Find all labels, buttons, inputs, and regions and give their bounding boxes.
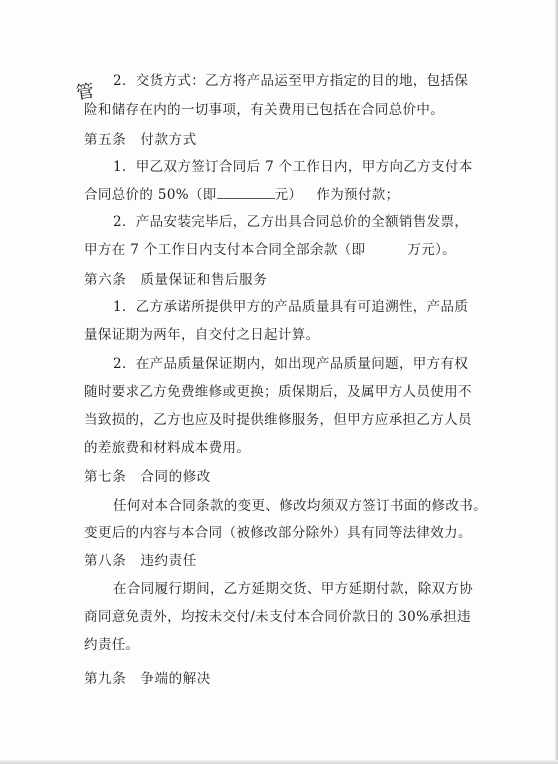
text-segment: 甲方在 7 个工作日内支付本合同全部余款（即 bbox=[84, 242, 366, 258]
clause-5-item-1-line-2 bbox=[84, 186, 399, 204]
clause-8-line-1: 在合同履行期间，乙方延期交货、甲方延期付款，除双方协 bbox=[113, 581, 474, 597]
text-segment: 元） bbox=[274, 187, 303, 203]
clause-6-item-1-line-2: 量保证期为两年，自交付之日起计算。 bbox=[84, 327, 320, 343]
clause-8-line-3: 约责任。 bbox=[84, 637, 140, 653]
clause-6-item-2-line-1: 2．在产品质量保证期内，如出现产品质量问题，甲方有权 bbox=[113, 356, 469, 372]
clause-9-heading: 第九条 争端的解决 bbox=[84, 671, 211, 687]
clause-7-line-1: 任何对本合同条款的变更、修改均须双方签订书面的修改书。 bbox=[113, 498, 487, 514]
text-segment: 合同总价的 50%（即 bbox=[84, 187, 217, 203]
clause-4-item-2-line-1: 2．交货方式：乙方将产品运至甲方指定的目的地，包括保 bbox=[113, 73, 469, 89]
clause-6-item-1-line-1: 1．乙方承诺所提供甲方的产品质量具有可追溯性，产品质 bbox=[113, 299, 469, 315]
clause-7-heading: 第七条 合同的修改 bbox=[84, 469, 211, 485]
clause-5-item-2-line-1: 2．产品安装完毕后，乙方出具合同总价的全额销售发票， bbox=[113, 214, 469, 230]
handwritten-annotation: 管 bbox=[74, 80, 96, 105]
page-edge-shadow-bottom bbox=[0, 760, 558, 764]
text-segment: 作为预付款； bbox=[316, 187, 400, 203]
clause-4-item-2-line-2: 险和储存在内的一切事项，有关费用已包括在合同总价中。 bbox=[84, 102, 445, 118]
text-segment: 万元）。 bbox=[407, 242, 457, 258]
clause-8-heading: 第八条 违约责任 bbox=[84, 553, 197, 569]
clause-8-line-2: 商同意免责外，均按未交付/未支付本合同价款日的 30%承担违 bbox=[84, 609, 471, 625]
clause-6-item-2-line-3: 当致损的，乙方也应及时提供维修服务，但甲方应承担乙方人员 bbox=[84, 412, 472, 428]
clause-5-item-2-line-2 bbox=[84, 241, 456, 259]
amount-blank bbox=[217, 198, 275, 199]
clause-7-line-2: 变更后的内容与本合同（被修改部分除外）具有同等法律效力。 bbox=[84, 525, 472, 541]
clause-6-item-2-line-4: 的差旅费和材料成本费用。 bbox=[84, 440, 251, 456]
clause-6-item-2-line-2: 随时要求乙方免费维修或更换；质保期后，及属甲方人员使用不 bbox=[84, 384, 472, 400]
clause-5-heading: 第五条 付款方式 bbox=[84, 132, 197, 148]
clause-5-item-1-line-1: 1．甲乙双方签订合同后 7 个工作日内，甲方向乙方支付本 bbox=[113, 159, 473, 175]
clause-6-heading: 第六条 质量保证和售后服务 bbox=[84, 272, 268, 288]
